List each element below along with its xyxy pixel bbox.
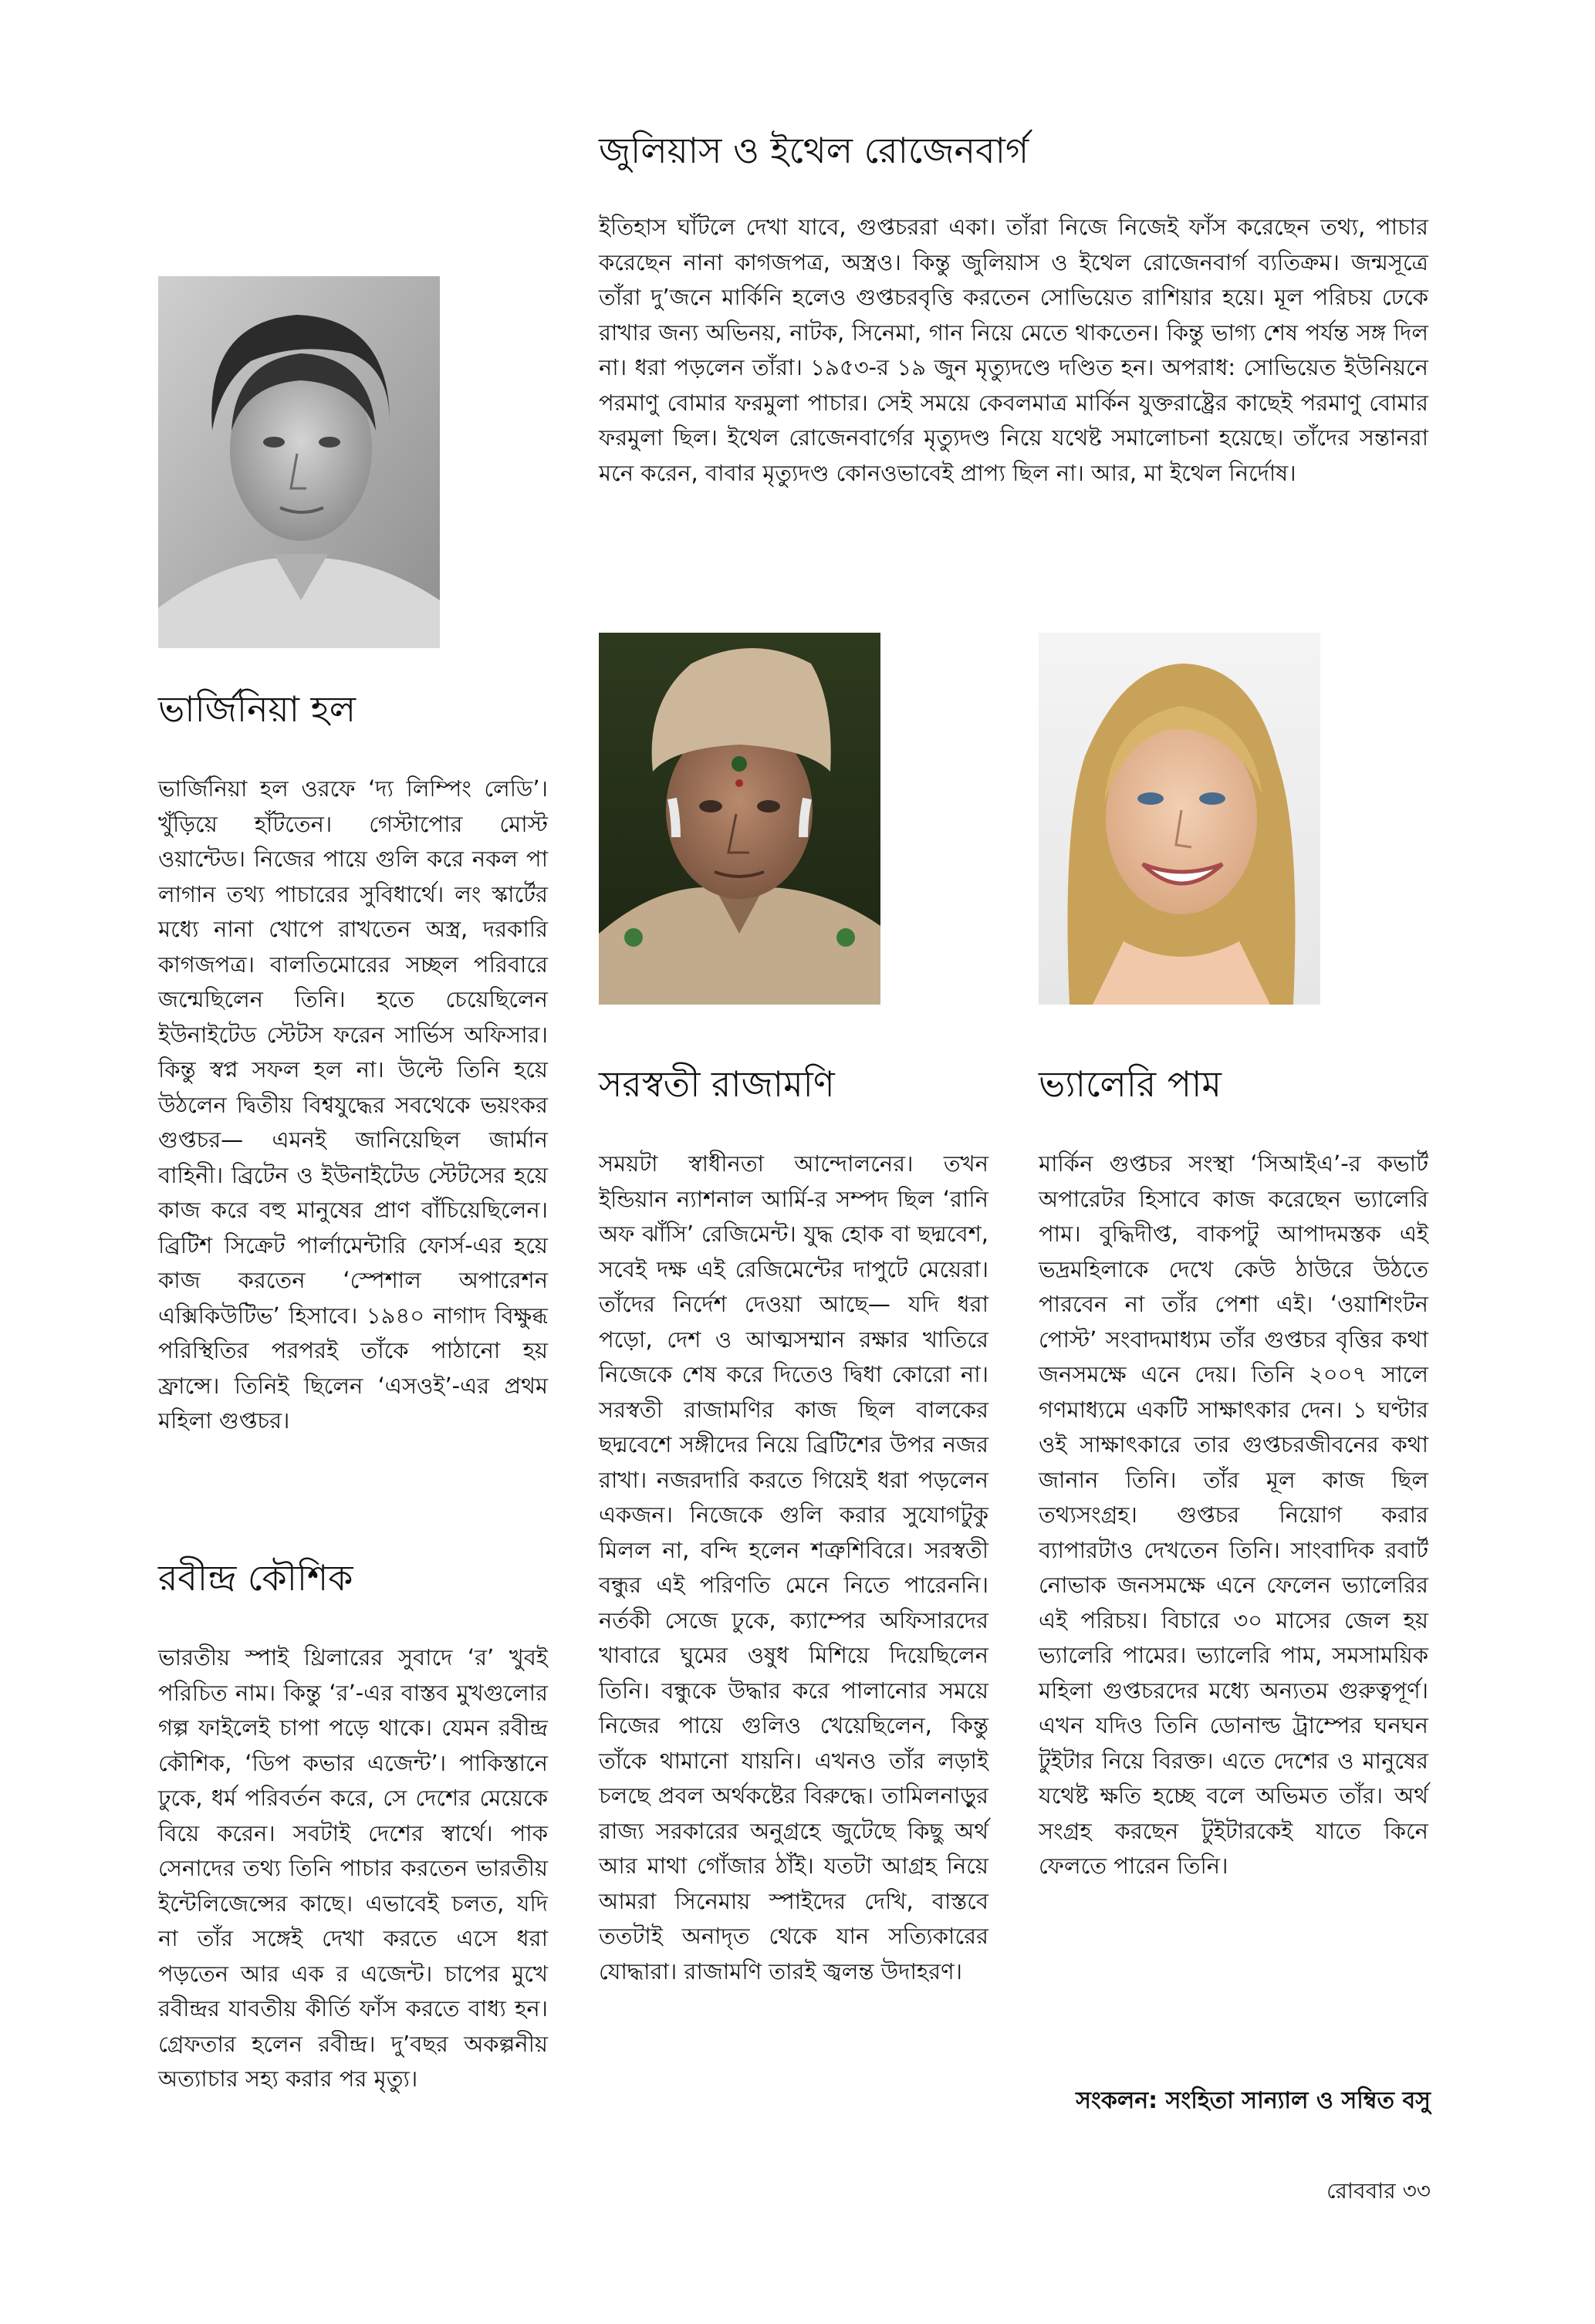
valerie-title: ভ্যালেরি পাম (1039, 1063, 1222, 1105)
valerie-body: মার্কিন গুপ্তচর সংস্থা ‘সিআইএ’-র কভার্ট অপারেটর হিসাবে কাজ করেছেন ভ্যালেরি পাম। বুদ্ধিদীপ্ত, বাকপটু আপাদমস্তক এই ভদ্রমহিলাকে দেখে কেউ ঠাউরে উঠতে পারবেন না তাঁর পেশা এই। ‘ওয়াশিংটন পোস্ট’ সংবাদমাধ্যম তাঁর গুপ্তচর বৃত্তির কথা জনসমক্ষে এনে দেয়। তিনি ২০০৭ সালে গণমাধ্যমে একটি সাক্ষাৎকার দেন। ১ ঘণ্টার ওই সাক্ষাৎকারে তার গুপ্তচরজীবনের কথা জানান তিনি। তাঁর মূল কাজ ছিল তথ্যসংগ্রহ। গুপ্তচর নিয়োগ করার ব্যাপারটাও দেখতেন তিনি। সাংবাদিক রবার্ট নোভাক জনসমক্ষে এনে ফেলেন ভ্যালেরির এই পরিচয়। বিচারে ৩০ মাসের জেল হয় ভ্যালেরি পামের। ভ্যালেরি পাম, সমসাময়িক মহিলা গুপ্তচরদের মধ্যে অন্যতম গুরুত্বপূর্ণ। এখন যদিও তিনি ডোনাল্ড ট্রাম্পের ঘনঘন টুইটার নিয়ে বিরক্ত। এতে দেশের ও মানুষের যথেষ্ট ক্ষতি হচ্ছে বলে অভিমত তাঁর। অর্থ সংগ্রহ করছেন টুইটারকেই যাতে কিনে ফেলতে পারেন তিনি। (1039, 1150, 1428, 1879)
page-folio: রোববার ৩৩ (1326, 2178, 1431, 2204)
compiler-credit: সংকলন: সংহিতা সান্যাল ও সম্বিত বসু (1076, 2087, 1431, 2114)
saraswati-title: সরস্বতী রাজামণি (599, 1063, 835, 1105)
valerie-plame-photo (1039, 633, 1320, 1005)
saraswati-rajamani-photo (599, 633, 880, 1005)
virginia-title: ভার্জিনিয়া হল (158, 688, 357, 730)
virginia-body: ভার্জিনিয়া হল ওরফে ‘দ্য লিম্পিং লেডি’। খুঁড়িয়ে হাঁটতেন। গেস্টাপোর মোস্ট ওয়ান্টেড। নিজের পায়ে গুলি করে নকল পা লাগান তথ্য পাচারের সুবিধার্থে। লং স্কার্টের মধ্যে নানা খোপে রাখতেন অস্ত্র, দরকারি কাগজপত্র। বালতিমোরের সচ্ছল পরিবারে জন্মেছিলেন তিনি। হতে চেয়েছিলেন ইউনাইটেড স্টেটস ফরেন সার্ভিস অফিসার। কিন্তু স্বপ্ন সফল হল না। উল্টে তিনি হয়ে উঠলেন দ্বিতীয় বিশ্বযুদ্ধের সবথেকে ভয়ংকর গুপ্তচর— এমনই জানিয়েছিল জার্মান বাহিনী। ব্রিটেন ও ইউনাইটেড স্টেটসের হয়ে কাজ করে বহু মানুষের প্রাণ বাঁচিয়েছিলেন। ব্রিটিশ সিক্রেট পার্লামেন্টারি ফোর্স-এর হয়ে কাজ করতেন ‘স্পেশাল অপারেশন এক্সিকিউটিভ’ হিসাবে। ১৯৪০ নাগাদ বিক্ষুব্ধ পরিস্থিতির পরপরই তাঁকে পাঠানো হয় ফ্রান্সে। তিনিই ছিলেন ‘এসওই’-এর প্রথম মহিলা গুপ্তচর। (158, 775, 548, 1434)
virginia-hall-photo (158, 276, 440, 648)
rabindra-title: রবীন্দ্র কৌশিক (158, 1557, 353, 1599)
julius-body: ইতিহাস ঘাঁটলে দেখা যাবে, গুপ্তচররা একা। তাঁরা নিজে নিজেই ফাঁস করেছেন তথ্য, পাচার করেছেন নানা কাগজপত্র, অস্ত্রও। কিন্তু জুলিয়াস ও ইথেল রোজেনবার্গ ব্যতিক্রম। জন্মসূত্রে তাঁরা দু’জনে মার্কিনি হলেও গুপ্তচরবৃত্তি করতেন সোভিয়েত রাশিয়ার হয়ে। মূল পরিচয় ঢেকে রাখার জন্য অভিনয়, নাটক, সিনেমা, গান নিয়ে মেতে থাকতেন। কিন্তু ভাগ্য শেষ পর্যন্ত সঙ্গ দিল না। ধরা পড়লেন তাঁরা। ১৯৫৩-র ১৯ জুন মৃত্যুদণ্ডে দণ্ডিত হন। অপরাধ: সোভিয়েত ইউনিয়নে পরমাণু বোমার ফরমুলা পাচার। সেই সময়ে কেবলমাত্র মার্কিন যুক্তরাষ্ট্রের কাছেই পরমাণু বোমার ফরমুলা ছিল। ইথেল রোজেনবার্গের মৃত্যুদণ্ড নিয়ে যথেষ্ট সমালোচনা হয়েছে। তাঁদের সন্তানরা মনে করেন, বাবার মৃত্যুদণ্ড কোনওভাবেই প্রাপ্য ছিল না। আর, মা ইথেল নির্দোষ। (599, 214, 1428, 486)
saraswati-body: সময়টা স্বাধীনতা আন্দোলনের। তখন ইন্ডিয়ান ন্যাশনাল আর্মি-র সম্পদ ছিল ‘রানি অফ ঝাঁসি’ রেজিমেন্ট। যুদ্ধ হোক বা ছদ্মবেশ, সবেই দক্ষ এই রেজিমেন্টের দাপুটে মেয়েরা। তাঁদের নির্দেশ দেওয়া আছে— যদি ধরা পড়ো, দেশ ও আত্মসম্মান রক্ষার খাতিরে নিজেকে শেষ করে দিতেও দ্বিধা কোরো না। সরস্বতী রাজামণির কাজ ছিল বালকের ছদ্মবেশে সঙ্গীদের নিয়ে ব্রিটিশের উপর নজর রাখা। নজরদারি করতে গিয়েই ধরা পড়লেন একজন। নিজেকে গুলি করার সুযোগটুকু মিলল না, বন্দি হলেন শত্রুশিবিরে। সরস্বতী বন্ধুর এই পরিণতি মেনে নিতে পারেননি। নর্তকী সেজে ঢুকে, ক্যাম্পের অফিসারদের খাবারে ঘুমের ওষুধ মিশিয়ে দিয়েছিলেন তিনি। বন্ধুকে উদ্ধার করে পালানোর সময়ে নিজের পায়ে গুলিও খেয়েছিলেন, কিন্তু তাঁকে থামানো যায়নি। এখনও তাঁর লড়াই চলছে প্রবল অর্থকষ্টের বিরুদ্ধে। তামিলনাড়ুর রাজ্য সরকারের অনুগ্রহে জুটেছে কিছু অর্থ আর মাথা গোঁজার ঠাঁই। যতটা আগ্রহ নিয়ে আমরা সিনেমায় স্পাইদের দেখি, বাস্তবে ততটাই অনাদৃত থেকে যান সত্যিকারের যোদ্ধারা। রাজামণি তারই জ্বলন্ত উদাহরণ। (599, 1150, 988, 1985)
rabindra-body: ভারতীয় স্পাই থ্রিলারের সুবাদে ‘র’ খুবই পরিচিত নাম। কিন্তু ‘র’-এর বাস্তব মুখগুলোর গল্প ফাইলেই চাপা পড়ে থাকে। যেমন রবীন্দ্র কৌশিক, ‘ডিপ কভার এজেন্ট’। পাকিস্তানে ঢুকে, ধর্ম পরিবর্তন করে, সে দেশের মেয়েকে বিয়ে করেন। সবটাই দেশের স্বার্থে। পাক সেনাদের তথ্য তিনি পাচার করতেন ভারতীয় ইন্টেলিজেন্সের কাছে। এভাবেই চলত, যদি না তাঁর সঙ্গেই দেখা করতে এসে ধরা পড়তেন আর এক র এজেন্ট। চাপের মুখে রবীন্দ্রর যাবতীয় কীর্তি ফাঁস করতে বাধ্য হন। গ্রেফতার হলেন রবীন্দ্র। দু’বছর অকল্পনীয় অত্যাচার সহ্য করার পর মৃত্যু। (158, 1644, 548, 2092)
julius-title: জুলিয়াস ও ইথেল রোজেনবার্গ (599, 130, 1029, 171)
